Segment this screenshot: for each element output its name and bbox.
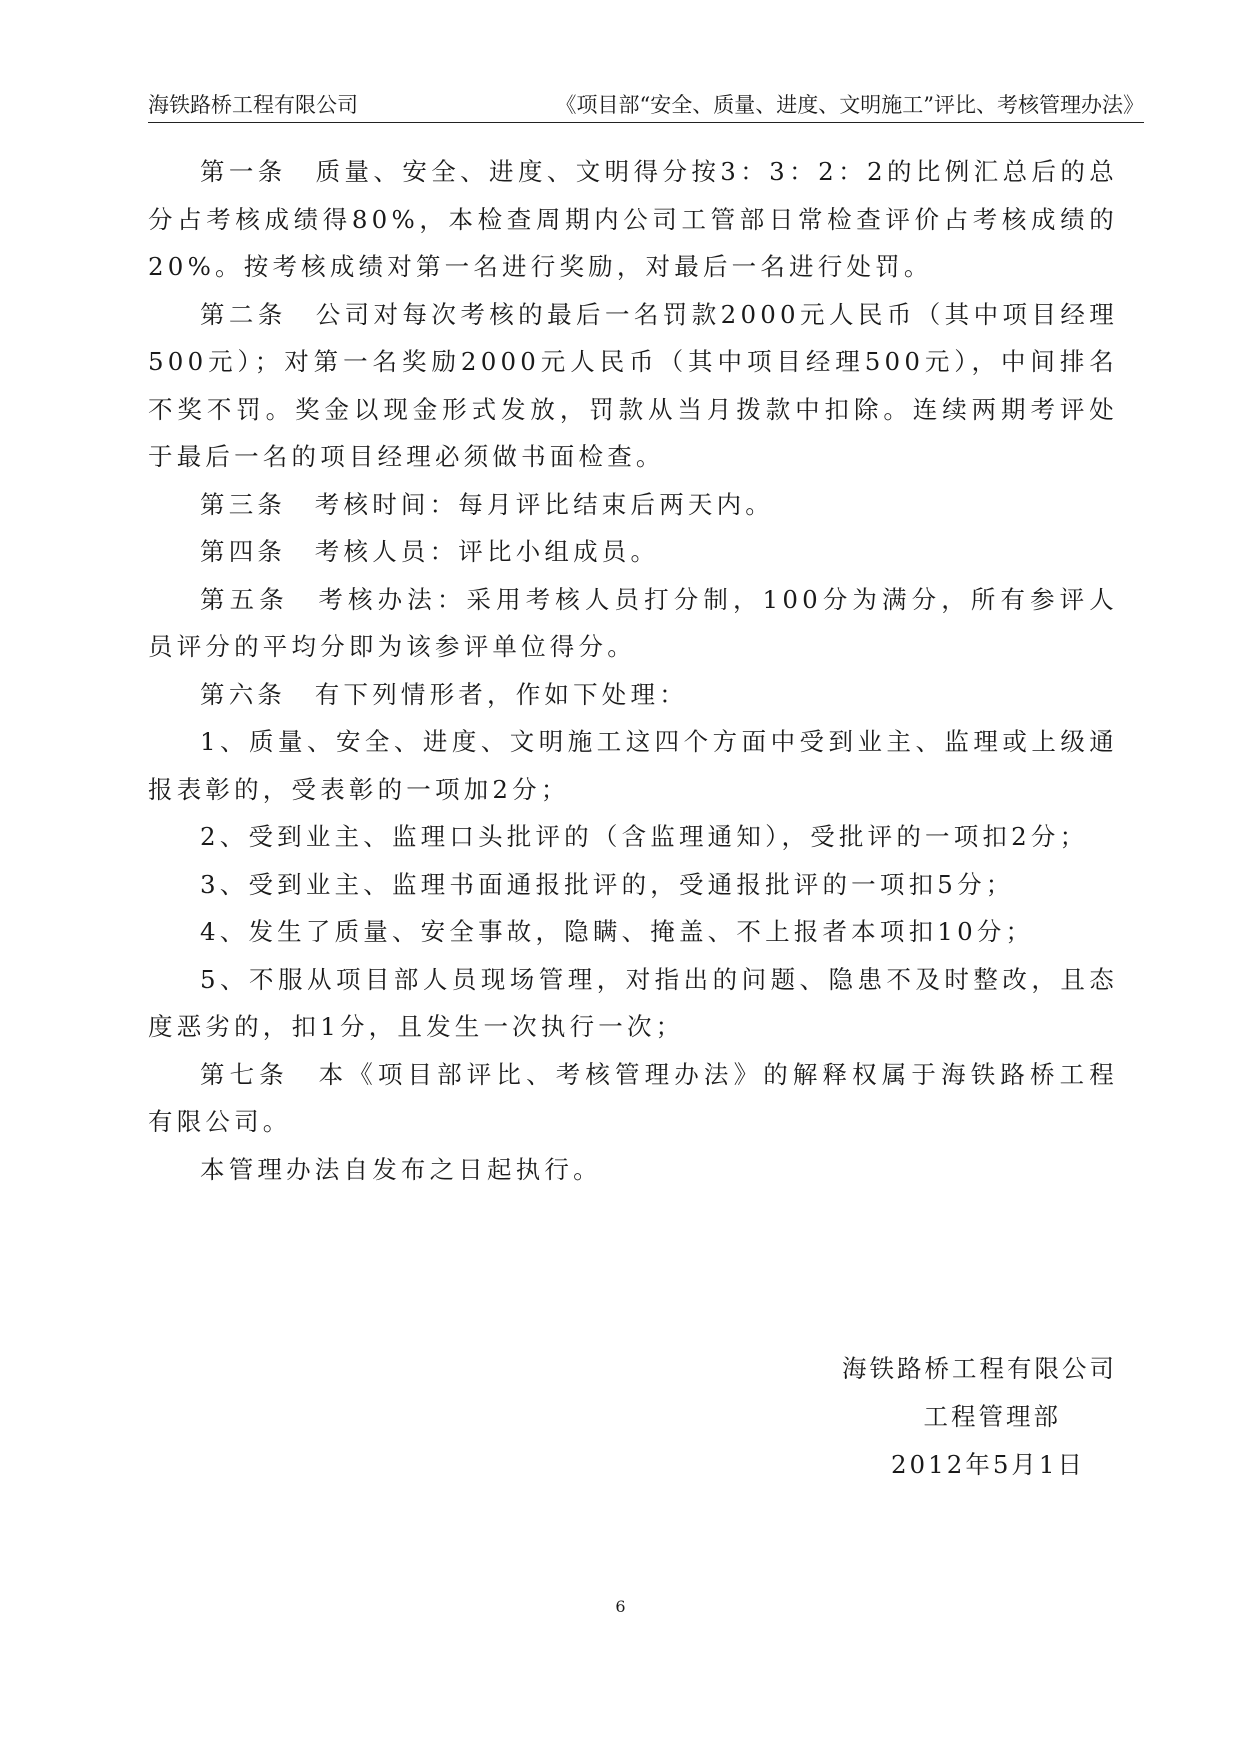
page-number: 6	[615, 1597, 626, 1616]
article-4: 第四条 考核人员：评比小组成员。	[200, 537, 660, 566]
signature-company: 海铁路桥工程有限公司	[842, 1354, 1117, 1383]
article-6: 第六条 有下列情形者，作如下处理：	[200, 679, 688, 709]
article-6-item-4: 4、发生了质量、安全事故，隐瞒、掩盖、不上报者本项扣10分；	[200, 917, 1035, 946]
article-5: 第五条 考核办法：采用考核人员打分制，100分为满分，所有参评人员评分的平均分即为该参评单位得分。	[148, 584, 1118, 661]
signature-department: 工程管理部	[923, 1402, 1061, 1431]
article-3: 第三条 考核时间：每月评比结束后两天内。	[200, 489, 774, 519]
signature-date: 2012年5月1日	[890, 1450, 1085, 1479]
article-6-item-3: 3、受到业主、监理书面通报批评的，受通报批评的一项扣5分；	[200, 869, 1015, 899]
header-company: 海铁路桥工程有限公司	[148, 93, 358, 117]
article-1: 第一条 质量、安全、进度、文明得分按3：3：2：2的比例汇总后的总分占考核成绩得80%，本检查周期内公司工管部日常检查评价占考核成绩的20%。按考核成绩对第一名进行奖励，对最后一名进行处罚。	[148, 157, 1118, 281]
article-6-item-1: 1、质量、安全、进度、文明施工这四个方面中受到业主、监理或上级通报表彰的，受表彰的一项加2分；	[148, 727, 1118, 804]
article-7: 第七条 本《项目部评比、考核管理办法》的解释权属于海铁路桥工程有限公司。	[148, 1059, 1118, 1136]
page-header	[148, 88, 1144, 123]
header-document-title: 《项目部“安全、质量、进度、文明施工”评比、考核管理办法》	[555, 93, 1144, 117]
document-body	[148, 148, 1118, 1193]
signature-block	[842, 1345, 1117, 1489]
article-6-item-2: 2、受到业主、监理口头批评的（含监理通知），受批评的一项扣2分；	[200, 822, 1089, 851]
effective-clause: 本管理办法自发布之日起执行。	[200, 1154, 602, 1184]
article-6-item-5: 5、不服从项目部人员现场管理，对指出的问题、隐患不及时整改，且态度恶劣的，扣1分，且发生一次执行一次；	[148, 964, 1118, 1041]
article-2: 第二条 公司对每次考核的最后一名罚款2000元人民币（其中项目经理500元）；对第一名奖励2000元人民币（其中项目经理500元），中间排名不奖不罚。奖金以现金形式发放，罚款从当月拨款中扣除。连续两期考评处于最后一名的项目经理必须做书面检查。	[148, 299, 1118, 471]
